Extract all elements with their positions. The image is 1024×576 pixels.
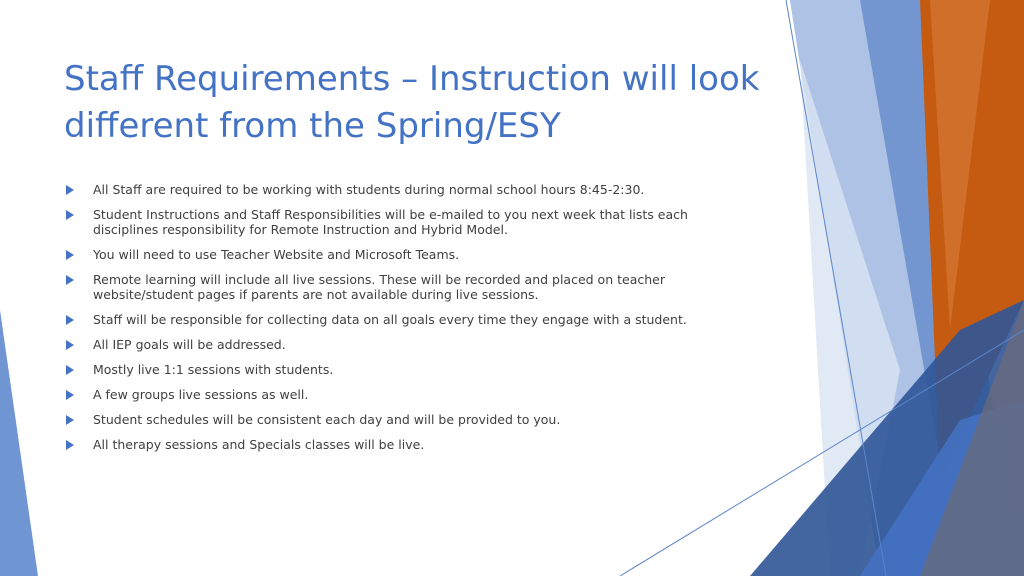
- bullet-text: Student Instructions and Staff Responsibilities will be e-mailed to you next week that lists each disciplines responsibility for Remote Instruction and Hybrid Model.: [93, 207, 688, 237]
- page-title: Staff Requirements – Instruction will look different from the Spring/ESY: [64, 59, 760, 146]
- triangle-right-icon: [66, 415, 74, 425]
- list-item: [64, 387, 754, 402]
- bullet-text: All Staff are required to be working with students during normal school hours 8:45-2:30.: [93, 182, 645, 197]
- bullet-text: All therapy sessions and Specials classes will be live.: [93, 437, 425, 452]
- triangle-right-icon: [66, 365, 74, 375]
- list-item: [64, 182, 754, 197]
- bullet-text: All IEP goals will be addressed.: [93, 337, 286, 352]
- bullet-text: You will need to use Teacher Website and Microsoft Teams.: [93, 247, 460, 262]
- list-item: [64, 207, 754, 237]
- triangle-right-icon: [66, 275, 74, 285]
- triangle-right-icon: [66, 210, 74, 220]
- bullet-text: Remote learning will include all live sessions. These will be recorded and placed on teacher website/student pages if parents are not available during live sessions.: [93, 272, 665, 302]
- triangle-right-icon: [66, 315, 74, 325]
- bullet-text: Student schedules will be consistent each day and will be provided to you.: [93, 412, 561, 427]
- bullet-list: [64, 182, 754, 462]
- bullet-text: Staff will be responsible for collecting data on all goals every time they engage with a student.: [93, 312, 687, 327]
- triangle-right-icon: [66, 340, 74, 350]
- triangle-right-icon: [66, 440, 74, 450]
- list-item: [64, 337, 754, 352]
- left-edge-facet: [0, 310, 38, 576]
- list-item: [64, 437, 754, 452]
- list-item: [64, 247, 754, 262]
- bullet-text: Mostly live 1:1 sessions with students.: [93, 362, 334, 377]
- list-item: [64, 312, 754, 327]
- list-item: [64, 412, 754, 427]
- triangle-right-icon: [66, 250, 74, 260]
- triangle-right-icon: [66, 185, 74, 195]
- bullet-text: A few groups live sessions as well.: [93, 387, 309, 402]
- triangle-right-icon: [66, 390, 74, 400]
- list-item: [64, 272, 754, 302]
- list-item: [64, 362, 754, 377]
